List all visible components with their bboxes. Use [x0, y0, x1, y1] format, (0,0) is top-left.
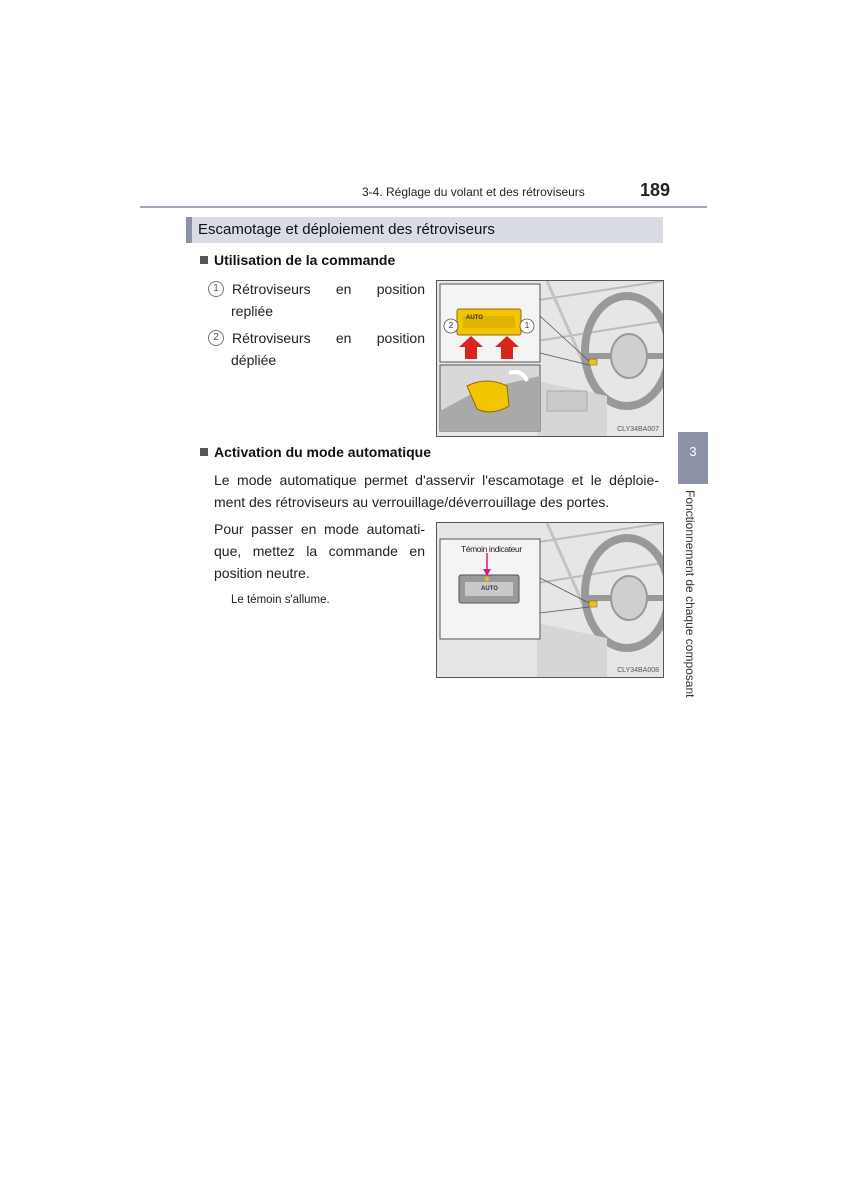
header-rule	[140, 206, 707, 208]
item-1-line1: Rétroviseurs en position	[232, 281, 425, 297]
para2-line1: Pour passer en mode automati-	[214, 521, 425, 537]
callout-1: 1	[524, 321, 530, 330]
section-title: Escamotage et déploiement des rétroviseurs	[198, 221, 495, 238]
page-number: 189	[640, 180, 671, 200]
item-2-line1: Rétroviseurs en position	[232, 330, 425, 346]
subsection2-heading: Activation du mode automatique	[200, 444, 431, 460]
chapter-number: 3	[689, 444, 697, 459]
para2-line3: position neutre.	[214, 565, 310, 581]
switch-auto-label: AUTO	[481, 586, 498, 592]
para1-line1: Le mode automatique permet d'asservir l'escamotage et le déploie-	[214, 472, 659, 488]
chapter-tab	[678, 432, 708, 484]
para2-line2: que, mettez la commande en	[214, 543, 425, 559]
figure-code: CLY34BA008	[617, 667, 659, 674]
dashboard-illustration	[437, 281, 663, 436]
callout-2: 2	[448, 321, 454, 330]
section-title-band	[186, 217, 663, 243]
figure-mirror-switch	[436, 280, 664, 437]
list-item	[208, 278, 425, 322]
note: Le témoin s'allume.	[231, 594, 330, 606]
square-bullet-icon	[200, 256, 208, 264]
paragraph-1	[214, 469, 659, 513]
chapter-side-label: Fonctionnement de chaque composant	[683, 490, 697, 698]
number-2-icon: 2	[208, 330, 224, 346]
square-bullet-icon	[200, 448, 208, 456]
paragraph-2	[214, 518, 425, 584]
number-1-icon: 1	[208, 281, 224, 297]
list-item	[208, 327, 425, 371]
subsection1-heading: Utilisation de la commande	[200, 252, 395, 268]
running-header: 3-4. Réglage du volant et des rétroviseurs	[362, 185, 585, 199]
callout-indicator: Témoin indicateur	[461, 544, 522, 554]
item-2-line2: dépliée	[231, 352, 277, 368]
figure-code: CLY34BA007	[617, 426, 659, 433]
item-1-line2: repliée	[231, 303, 274, 319]
switch-auto-label: AUTO	[466, 315, 483, 321]
figure-indicator	[436, 522, 664, 678]
para1-line2: ment des rétroviseurs au verrouillage/déverrouillage des portes.	[214, 494, 610, 510]
